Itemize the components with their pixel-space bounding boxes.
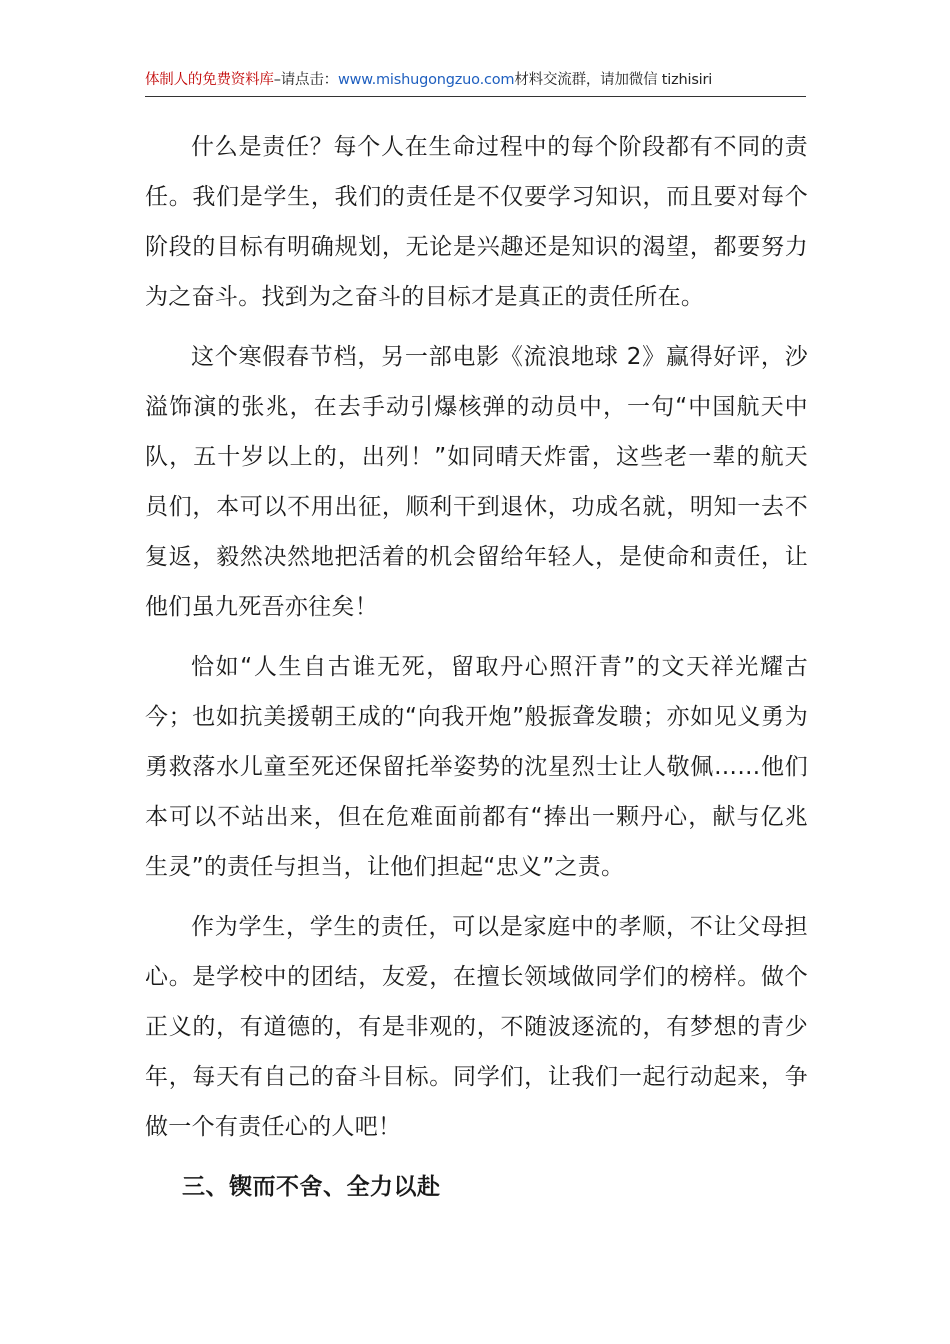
section-heading: 三、锲而不舍、全力以赴 — [182, 1174, 441, 1200]
header-note: 材料交流群，请加微信 tizhisiri — [514, 72, 713, 88]
page-header — [145, 68, 806, 97]
header-prompt: –请点击： — [273, 72, 338, 88]
paragraph-2: 这个寒假春节档，另一部电影《流浪地球 2》赢得好评，沙溢饰演的张兆，在去手动引爆核弹的动员中，一句“中国航天中队，五十岁以上的，出列！”如同晴天炸雷，这些老一辈的航天员们，本可以不用出征，顺利干到退休，功成名就，明知一去不复返，毅然决然地把活着的机会留给年轻人，是使命和责任，让他们虽九死吾亦往矣！ — [145, 344, 808, 620]
header-brand-link[interactable]: 体制人的免费资料库 — [145, 72, 274, 88]
header-url-link[interactable]: www.mishugongzuo.com — [337, 72, 515, 88]
paragraph-4: 作为学生，学生的责任，可以是家庭中的孝顺，不让父母担心。是学校中的团结，友爱，在擅长领域做同学们的榜样。做个正义的，有道德的，有是非观的，不随波逐流的，有梦想的青少年，每天有自己的奋斗目标。同学们，让我们一起行动起来，争做一个有责任心的人吧！ — [145, 914, 808, 1140]
document-body — [145, 122, 808, 1212]
paragraph-1: 什么是责任？每个人在生命过程中的每个阶段都有不同的责任。我们是学生，我们的责任是不仅要学习知识，而且要对每个阶段的目标有明确规划，无论是兴趣还是知识的渴望，都要努力为之奋斗。找到为之奋斗的目标才是真正的责任所在。 — [145, 134, 808, 310]
paragraph-3: 恰如“人生自古谁无死，留取丹心照汗青”的文天祥光耀古今；也如抗美援朝王成的“向我开炮”般振聋发聩；亦如见义勇为勇救落水儿童至死还保留托举姿势的沈星烈士让人敬佩……他们本可以不站出来，但在危难面前都有“捧出一颗丹心，献与亿兆生灵”的责任与担当，让他们担起“忠义”之责。 — [145, 654, 808, 880]
